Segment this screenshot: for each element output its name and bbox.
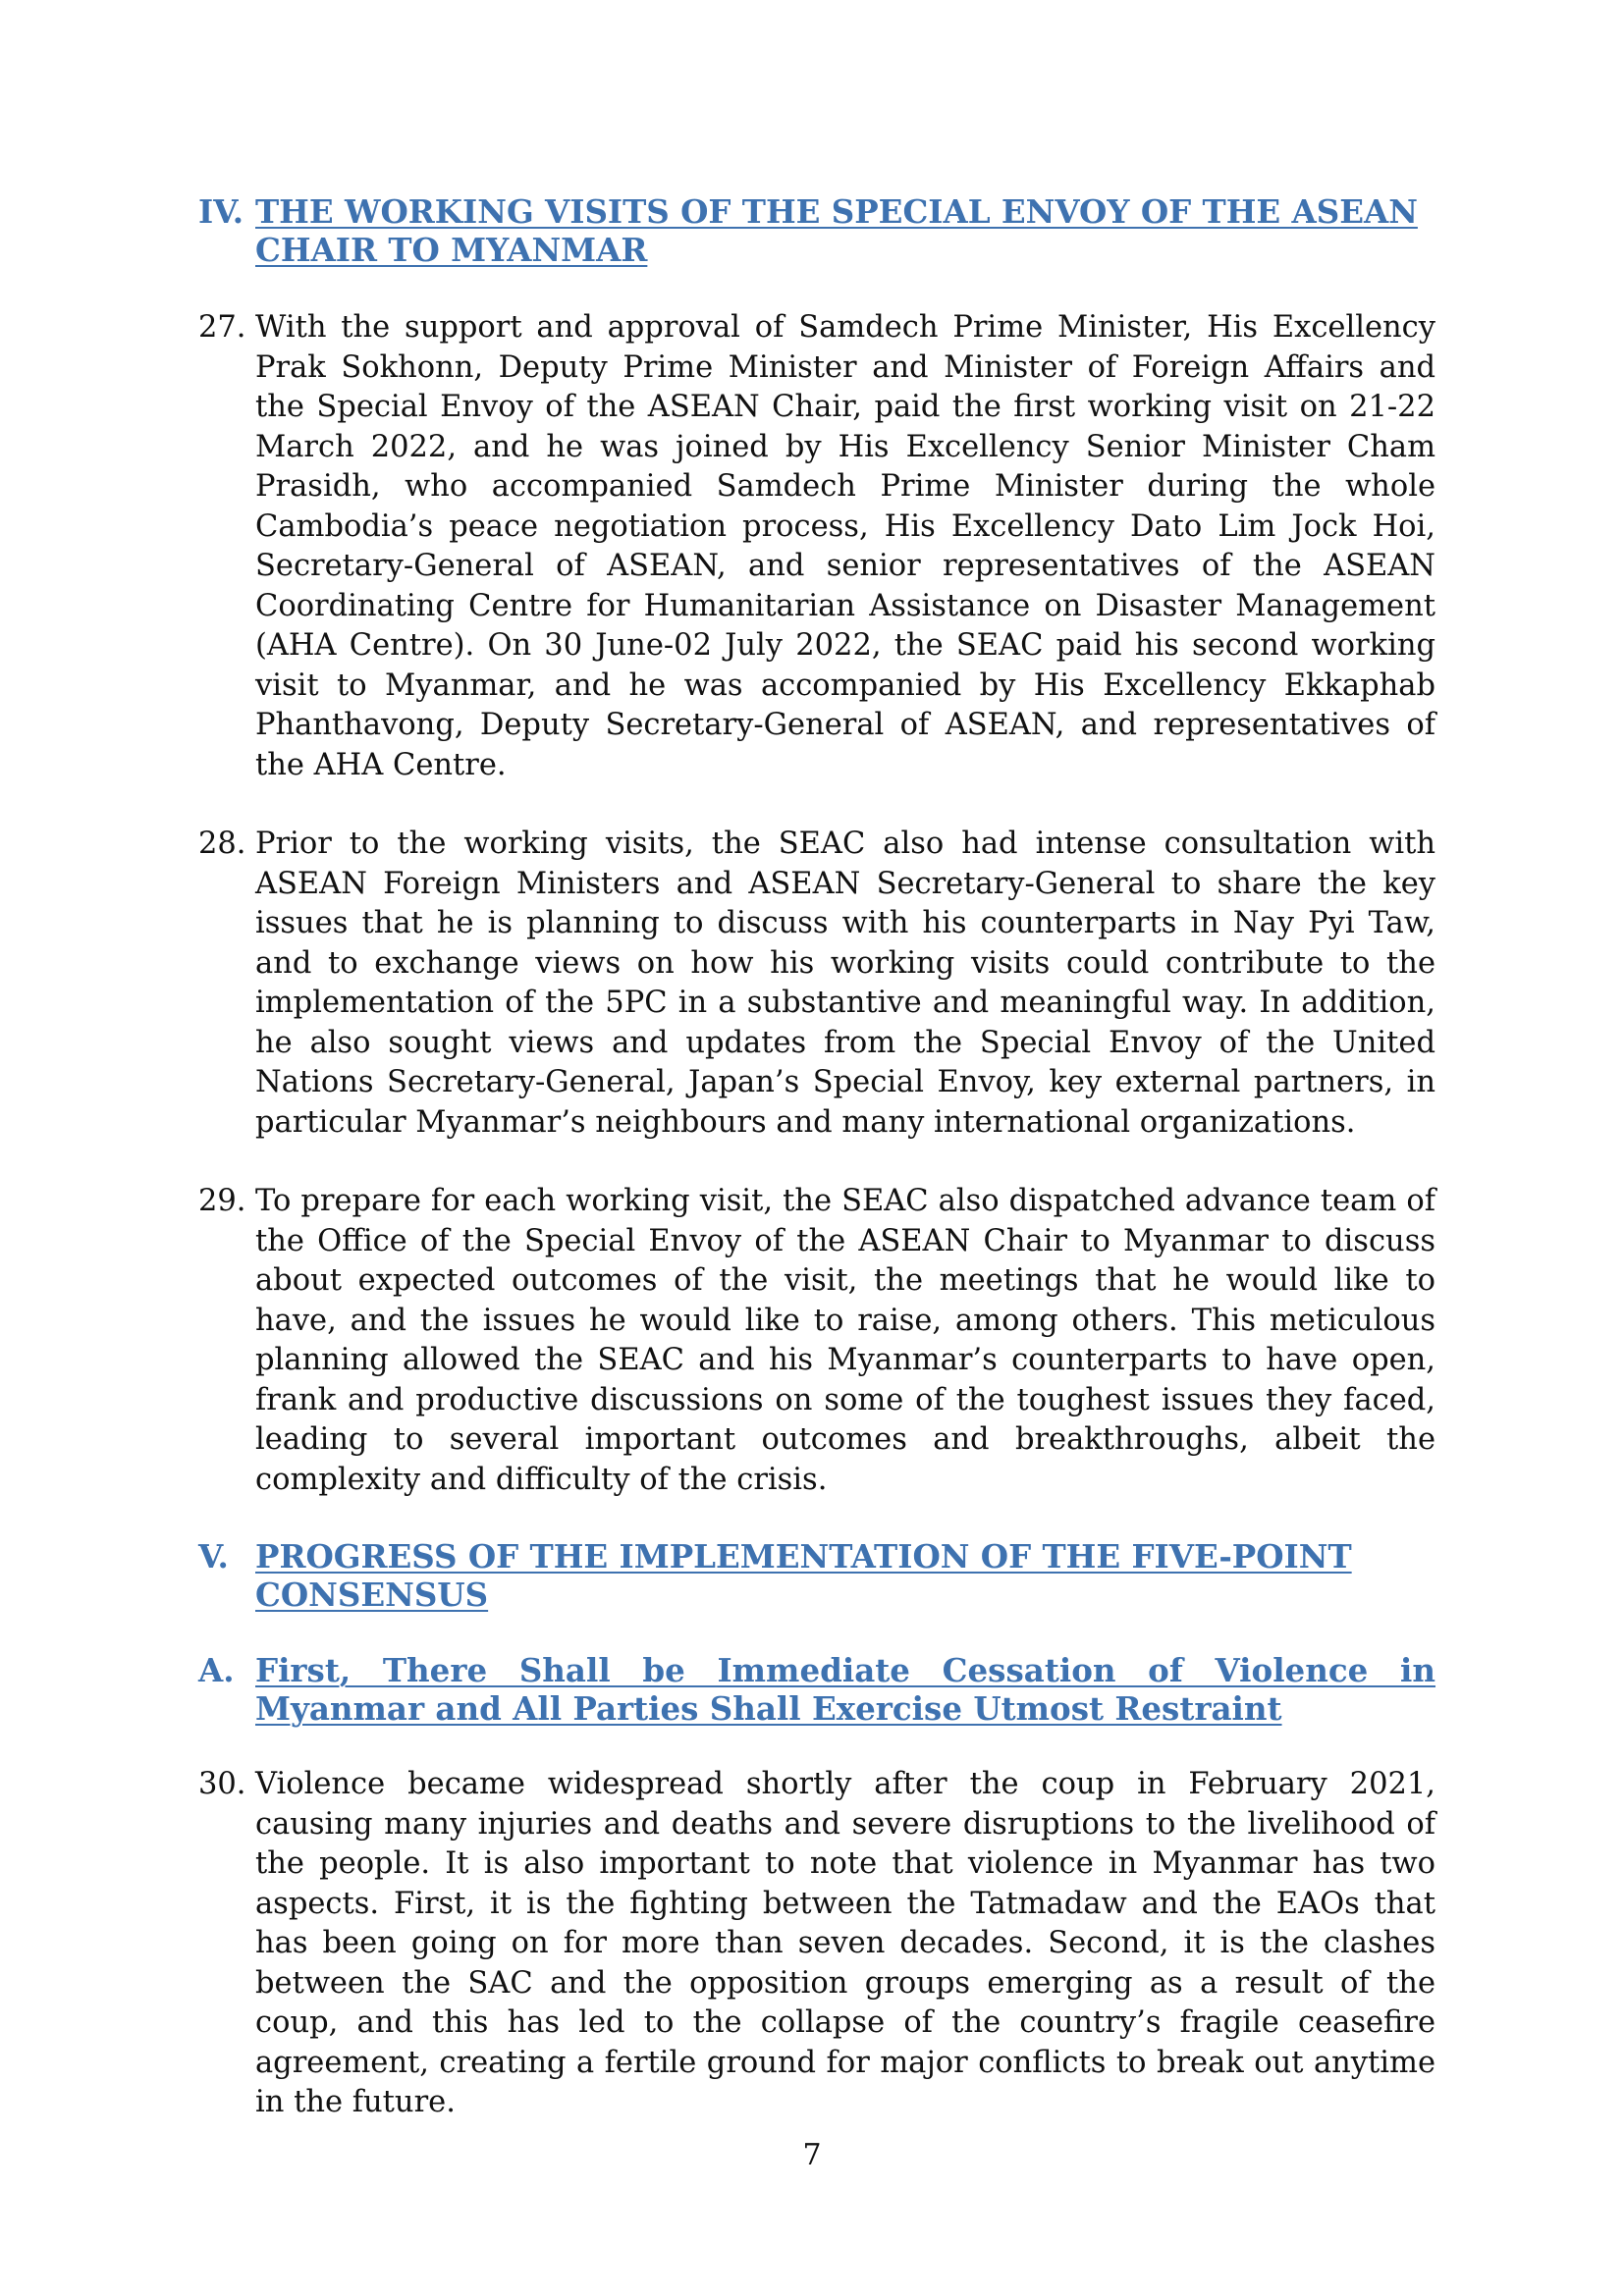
section-heading-v [198, 1537, 1435, 1614]
paragraph-27 [198, 308, 1435, 785]
paragraph-30 [198, 1765, 1435, 2123]
paragraph-number: 30. [198, 1767, 246, 1801]
section-title-link[interactable]: PROGRESS OF THE IMPLEMENTATION OF THE FIVE-POINT CONSENSUS [255, 1537, 1352, 1614]
subsection-title-link[interactable]: First, There Shall be Immediate Cessation of Violence in Myanmar and All Parties Shall Exercise Utmost Restraint [255, 1651, 1435, 1728]
section-number: IV. [198, 192, 244, 231]
paragraph-number: 27. [198, 310, 246, 345]
subsection-number: A. [198, 1651, 235, 1689]
page-number: 7 [802, 2138, 822, 2172]
paragraph-29 [198, 1182, 1435, 1500]
paragraph-text: Prior to the working visits, the SEAC also had intense consultation with ASEAN Foreign Ministers and ASEAN Secretary-General to share the key issues that he is planning to discuss with his counterparts in Nay Pyi Taw, and to exchange views on how his working visits could contribute to the implementation of the 5PC in a substantive and meaningful way. In addition, he also sought views and updates from the Special Envoy of the United Nations Secretary-General, Japan’s Special Envoy, key external partners, in particular Myanmar’s neighbours and many international organizations. [255, 827, 1435, 1140]
paragraph-text: With the support and approval of Samdech Prime Minister, His Excellency Prak Sokhonn, Deputy Prime Minister and Minister of Foreign Affairs and the Special Envoy of the ASEAN Chair, paid the first working visit on 21-22 March 2022, and he was joined by His Excellency Senior Minister Cham Prasidh, who accompanied Samdech Prime Minister during the whole Cambodia’s peace negotiation process, His Excellency Dato Lim Jock Hoi, Secretary-General of ASEAN, and senior representatives of the ASEAN Coordinating Centre for Humanitarian Assistance on Disaster Management (AHA Centre). On 30 June-02 July 2022, the SEAC paid his second working visit to Myanmar, and he was accompanied by His Excellency Ekkaphab Phanthavong, Deputy Secretary-General of ASEAN, and representatives of the AHA Centre. [255, 310, 1435, 782]
paragraph-number: 28. [198, 827, 246, 861]
section-heading-iv [198, 192, 1435, 269]
section-title-link[interactable]: THE WORKING VISITS OF THE SPECIAL ENVOY OF THE ASEAN CHAIR TO MYANMAR [255, 192, 1418, 269]
page-content [198, 192, 1435, 2123]
paragraph-text: To prepare for each working visit, the SEAC also dispatched advance team of the Office of the Special Envoy of the ASEAN Chair to Myanmar to discuss about expected outcomes of the visit, the meetings that he would like to have, and the issues he would like to raise, among others. This meticulous planning allowed the SEAC and his Myanmar’s counterparts to have open, frank and productive discussions on some of the toughest issues they faced, leading to several important outcomes and breakthroughs, albeit the complexity and difficulty of the crisis. [255, 1184, 1435, 1497]
paragraph-text: Violence became widespread shortly after the coup in February 2021, causing many injuries and deaths and severe disruptions to the livelihood of the people. It is also important to note that violence in Myanmar has two aspects. First, it is the fighting between the Tatmadaw and the EAOs that has been going on for more than seven decades. Second, it is the clashes between the SAC and the opposition groups emerging as a result of the coup, and this has led to the collapse of the country’s fragile ceasefire agreement, creating a fertile ground for major conflicts to break out anytime in the future. [255, 1767, 1435, 2119]
section-number: V. [198, 1537, 229, 1575]
paragraph-number: 29. [198, 1184, 246, 1218]
paragraph-28 [198, 825, 1435, 1143]
subsection-heading-a [198, 1651, 1435, 1728]
